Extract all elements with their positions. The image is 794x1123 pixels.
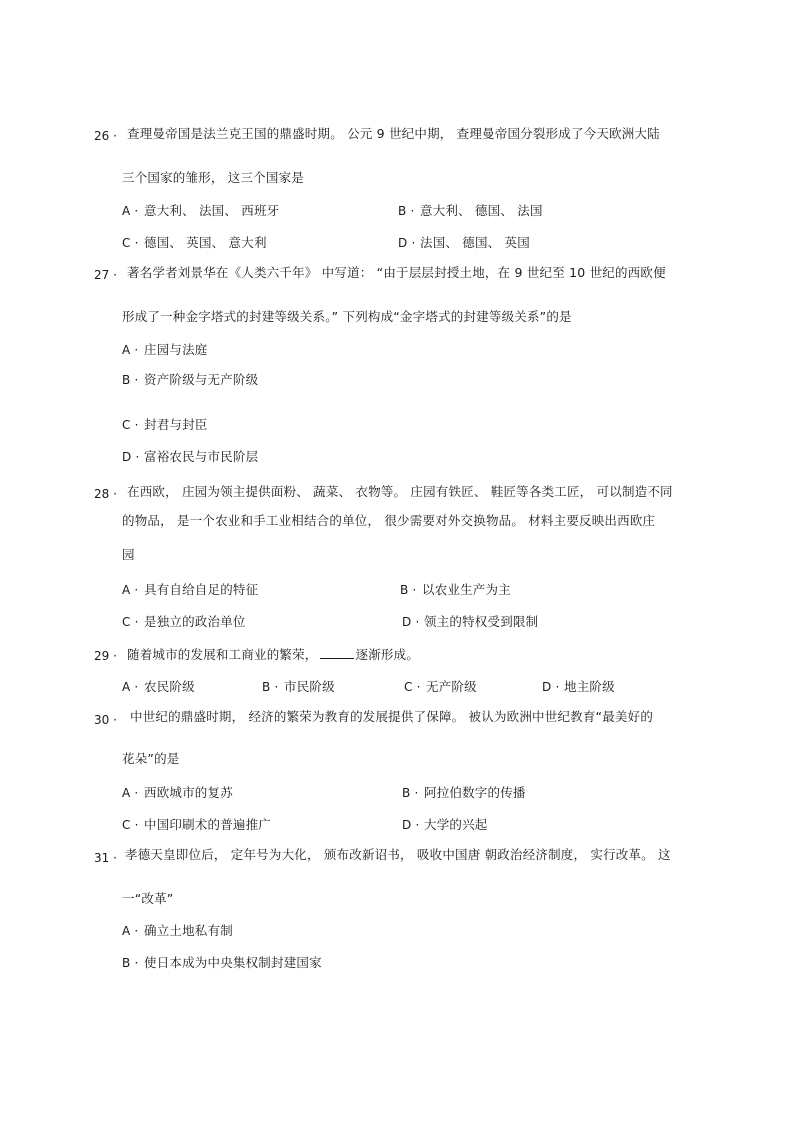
question-stem-line: 著名学者刘景华在《人类六千年》 中写道： “由于层层封授土地，在 9 世纪至 10 世纪的西欧便 (127, 265, 666, 280)
option-letter: B · (122, 956, 139, 970)
option-a[interactable] (122, 923, 233, 939)
option-text: 农民阶级 (144, 679, 195, 694)
option-text: 是独立的政治单位 (144, 614, 246, 629)
option-text: 资产阶级与无产阶级 (144, 372, 259, 387)
stem-text-before: 随着城市的发展和工商业的繁荣， (127, 647, 318, 662)
option-letter: A · (122, 343, 139, 357)
option-text: 以农业生产为主 (422, 582, 511, 597)
question-stem-line: 园 (122, 547, 135, 562)
answer-blank[interactable] (320, 646, 354, 659)
option-d[interactable] (542, 679, 615, 695)
option-d[interactable] (402, 614, 538, 630)
option-text: 庄园与法庭 (144, 342, 208, 357)
option-letter: D · (402, 615, 420, 629)
option-letter: B · (400, 583, 417, 597)
option-b[interactable] (402, 785, 526, 801)
option-letter: D · (402, 818, 420, 832)
option-b[interactable] (398, 203, 543, 219)
option-a[interactable] (122, 785, 233, 801)
option-text: 市民阶级 (284, 679, 335, 694)
option-text: 无产阶级 (426, 679, 477, 694)
option-c[interactable] (404, 679, 477, 695)
option-letter: A · (122, 204, 139, 218)
option-letter: A · (122, 924, 139, 938)
question-stem-line: 三个国家的雏形， 这三个国家是 (122, 170, 304, 185)
option-text: 地主阶级 (564, 679, 615, 694)
question-stem-line: 一“改革” (122, 891, 174, 906)
option-a[interactable] (122, 679, 195, 695)
option-letter: C · (404, 680, 421, 694)
option-letter: D · (122, 450, 140, 464)
option-letter: A · (122, 583, 139, 597)
option-text: 封君与封臣 (144, 417, 208, 432)
question-number: 26 · (94, 129, 117, 143)
option-letter: C · (122, 818, 139, 832)
option-c[interactable] (122, 817, 271, 833)
option-text: 具有自给自足的特征 (144, 582, 259, 597)
question-stem-line: 花朵”的是 (122, 751, 180, 766)
option-c[interactable] (122, 417, 208, 433)
option-b[interactable] (262, 679, 335, 695)
option-d[interactable] (398, 235, 530, 251)
option-a[interactable] (122, 203, 279, 219)
option-a[interactable] (122, 582, 258, 598)
option-text: 西欧城市的复苏 (144, 785, 233, 800)
option-letter: C · (122, 418, 139, 432)
option-d[interactable] (122, 449, 258, 465)
option-b[interactable] (122, 955, 322, 971)
option-text: 法国、 德国、 英国 (420, 235, 530, 250)
option-text: 富裕农民与市民阶层 (144, 449, 259, 464)
option-text: 德国、 英国、 意大利 (144, 235, 267, 250)
option-text: 意大利、 法国、 西班牙 (144, 203, 280, 218)
option-letter: A · (122, 786, 139, 800)
option-letter: D · (398, 236, 416, 250)
option-letter: D · (542, 680, 560, 694)
question-number: 30 · (94, 713, 117, 727)
question-number: 31 · (94, 851, 117, 865)
option-letter: B · (122, 373, 139, 387)
question-number: 27 · (94, 268, 117, 282)
question-number: 28 · (94, 487, 117, 501)
question-stem-line: 形成了一种金字塔式的封建等级关系。” 下列构成“金字塔式的封建等级关系”的是 (122, 309, 572, 324)
question-stem-line: 查理曼帝国是法兰克王国的鼎盛时期。 公元 9 世纪中期， 查理曼帝国分裂形成了今天欧洲大陆 (127, 126, 660, 141)
option-letter: C · (122, 236, 139, 250)
option-b[interactable] (400, 582, 511, 598)
option-text: 阿拉伯数字的传播 (424, 785, 526, 800)
question-stem-line: 中世纪的鼎盛时期， 经济的繁荣为教育的发展提供了保障。 被认为欧洲中世纪教育“最美好的 (130, 709, 654, 724)
option-c[interactable] (122, 614, 246, 630)
option-a[interactable] (122, 342, 208, 358)
option-text: 大学的兴起 (424, 817, 488, 832)
option-b[interactable] (122, 372, 258, 388)
option-letter: B · (262, 680, 279, 694)
option-text: 确立土地私有制 (144, 923, 233, 938)
option-c[interactable] (122, 235, 267, 251)
option-letter: C · (122, 615, 139, 629)
option-letter: B · (398, 204, 415, 218)
option-text: 领主的特权受到限制 (424, 614, 539, 629)
option-text: 使日本成为中央集权制封建国家 (144, 955, 322, 970)
question-stem-line: 的物品， 是一个农业和手工业相结合的单位， 很少需要对外交换物品。 材料主要反映出西欧庄 (122, 513, 656, 528)
option-d[interactable] (402, 817, 488, 833)
option-text: 意大利、 德国、 法国 (420, 203, 543, 218)
question-stem-line: 孝德天皇即位后， 定年号为大化， 颁布改新诏书， 吸收中国唐 朝政治经济制度， 实行改革。 这 (125, 847, 671, 862)
question-stem-line: 在西欧， 庄园为领主提供面粉、 蔬菜、 衣物等。 庄园有铁匠、 鞋匠等各类工匠， 可以制造不同 (127, 484, 673, 499)
question-stem-line (127, 646, 419, 663)
stem-text-after: 逐渐形成。 (355, 647, 420, 662)
option-letter: A · (122, 680, 139, 694)
option-text: 中国印刷术的普遍推广 (144, 817, 272, 832)
question-number: 29 · (94, 649, 117, 663)
option-letter: B · (402, 786, 419, 800)
